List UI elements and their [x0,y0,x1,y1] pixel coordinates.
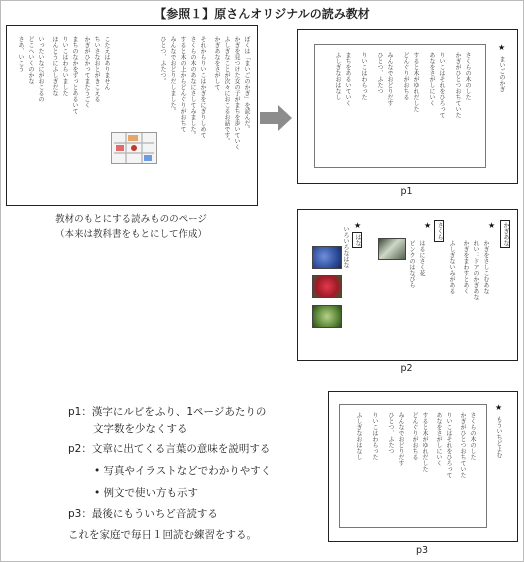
p1-text-col: まちをあるいていく [344,52,351,106]
p2-text-col: かぎをまわすとあく [462,240,469,294]
note-p1-line1: p1：漢字にルビをふり、1ページあたりの [68,406,267,418]
p1-text-col: さくらの木のした [464,52,471,100]
p3-text-col: ふしぎなおはなし [355,412,362,460]
page-p2-label: p2 [400,363,413,374]
p1-text-col: すると木がゆれだした [412,52,419,112]
p3-text-col: みんなでおどりだす [397,412,404,466]
star-icon: ★ [424,221,432,230]
right-arrow-icon [258,103,294,137]
p2-term-label: さくら [436,222,443,240]
p1-text-col: かぎがひとつおちていた [454,52,461,118]
page-p3-thumbnail [328,391,518,542]
source-caption-1: 教材のもとにする読みもののページ [55,214,207,225]
p3-text-col: りいこはわらった [371,412,378,460]
source-page-image [6,25,258,206]
p2-text-col: いろいろなはな [342,226,349,268]
page-title: 【参照１】原さんオリジナルの読み教材 [154,7,370,21]
page-p1-label: p1 [400,186,413,197]
p1-text-col: ふしぎなおはなし [334,52,341,100]
note-bullet-examples: • 例文で使い方も示す [94,487,199,499]
p2-text-col: れい：ドアのかぎあな [472,240,479,300]
photo-blue-flowers [312,246,342,269]
page-p3-label: p3 [415,545,429,556]
source-text-col: いったいなにがおこるの [37,36,44,102]
page-p2-thumbnail [297,209,518,361]
note-p2-line: p2：文章に出てくる言葉の意味を説明する [68,443,271,455]
source-text-col: どこへいくのかな [27,36,34,84]
photo-green-leaves [312,305,342,328]
p1-text-col: どんぐりがおちる [402,52,409,100]
source-text-col: すると木の上からどんぐりがおちて [179,36,186,132]
p2-text-col: ピンクのはなびら [408,240,415,288]
source-caption-2: （本来は教科書をもとにして作成） [54,229,207,240]
source-text-col: さくらの木のあなにさしてみました。 [189,36,196,138]
p3-text-col: さくらの木のした [469,412,476,460]
p2-text-col: ふしぎないみがある [448,240,455,294]
p3-text-col: もういちどよむ [495,416,502,458]
photo-red-flowers [312,275,342,298]
star-icon: ★ [495,403,503,412]
p2-text-col: はるにさく花 [418,240,425,276]
source-text-col: ちいさなおとがきこえる [93,36,100,102]
note-p3-line: p3：最後にもういちど音読する [68,508,218,520]
source-text-col: さあ、いこう [17,36,24,72]
source-text-col: こたえはありません [103,36,110,90]
star-icon: ★ [498,43,506,52]
p1-text-col: りいこはわらった [360,52,367,100]
source-text-col: ほんとうにふしぎだな [51,36,58,96]
source-text-col: かぎを見つけた女の子がまちを歩いていく [233,36,240,150]
map-icon [112,133,156,163]
map-illustration [111,132,157,164]
p1-text-col: りいこはそれをひろって [438,52,445,118]
p1-text-col: みんなでおどりだす [386,52,393,106]
p1-text-col: まいごのかぎ [498,56,505,92]
p1-text-col: ひとつ、ふたつ [376,52,383,94]
p2-text-col: かぎをさしこむあな [482,240,489,294]
source-text-col: ぼくは「まいごのかぎ」を読んだ。 [243,36,250,132]
p3-text-col: りいこはそれをひろって [445,412,452,478]
p3-text-col: すると木がゆれだした [421,412,428,472]
note-p1-line2: 文字数を少なくする [93,423,188,435]
source-text-col: みんなでおどりだしました。 [169,36,176,114]
source-text-col: それからりいこはかぎをにぎりしめて [199,36,206,138]
p3-text-col: どんぐりがおちる [411,412,418,460]
source-text-col: ひとつ、ふたつ。 [159,36,166,84]
p3-text-col: かぎがひとつおちていた [459,412,466,478]
source-text-col: りいこはわらいました [61,36,68,96]
flower-photo [378,238,406,260]
source-text-col: かぎがひかってまたうごく [83,36,90,108]
p2-term-label: はな [354,234,361,246]
source-text-col: まちのなかをずっとあるいて [71,36,78,114]
star-icon: ★ [488,221,496,230]
source-text-col: かぎあなをさがして [213,36,220,90]
source-text-col: ふしぎなことが次々におこるお話です。 [223,36,230,144]
p3-text-col: ひとつ、ふたつ [387,412,394,454]
p1-text-col: あなをさがしにいく [428,52,435,106]
note-bullet-photos: • 写真やイラストなどでわかりやすく [94,465,272,477]
page-p1-thumbnail [297,29,518,184]
note-practice: これを家庭で毎日１回読む練習をする。 [68,529,257,541]
star-icon: ★ [354,221,362,230]
p3-text-col: あなをさがしにいく [435,412,442,466]
p2-term-label: かぎあな [502,222,509,246]
